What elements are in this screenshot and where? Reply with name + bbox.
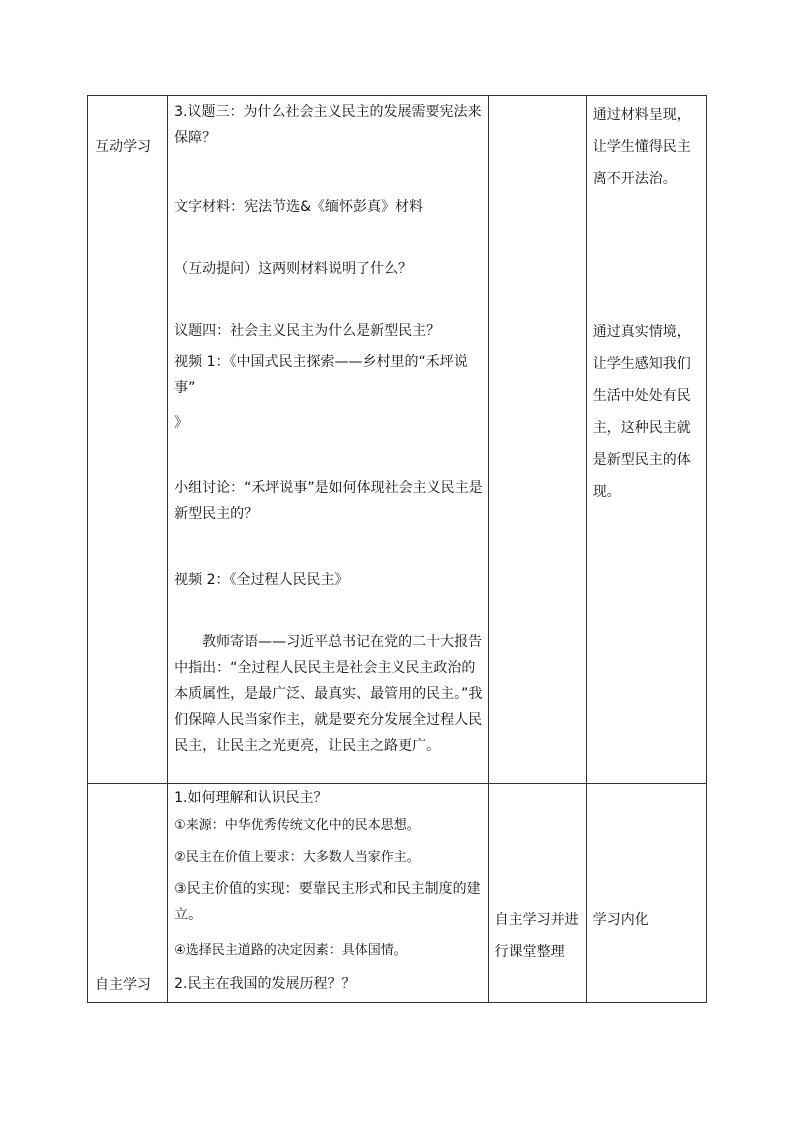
point-source: ①来源：中华优秀传统文化中的民本思想。 bbox=[174, 817, 420, 833]
design-intent-cell bbox=[586, 96, 706, 784]
video-one-close: 》 bbox=[174, 415, 189, 431]
table-row bbox=[88, 96, 707, 784]
stage-cell bbox=[88, 96, 168, 784]
stage-label: 互动学习 bbox=[95, 139, 151, 155]
intent-one: 通过材料呈现，让学生懂得民主离不开法治。 bbox=[592, 107, 691, 187]
video-two: 视频 2：《全过程人民民主》 bbox=[174, 572, 349, 588]
point-realization: ③民主价值的实现：要靠民主形式和民主制度的建立。 bbox=[174, 880, 481, 923]
topic-three: 3.议题三：为什么社会主义民主的发展需要宪法来保障？ bbox=[174, 104, 482, 146]
design-intent-cell bbox=[586, 783, 706, 1002]
student-activity-cell bbox=[488, 96, 586, 784]
interactive-question: （互动提问）这两则材料说明了什么？ bbox=[174, 261, 413, 277]
text-material: 文字材料：宪法节选&《缅怀彭真》材料 bbox=[174, 199, 424, 215]
stage-label: 自主学习 bbox=[95, 976, 151, 993]
intent-two: 通过真实情境，让学生感知我们生活中处处有民主，这种民主就是新型民主的体现。 bbox=[592, 324, 691, 500]
point-decisive-factor: ④选择民主道路的决定因素：具体国情。 bbox=[174, 942, 407, 958]
teacher-message: 教师寄语——习近平总书记在党的二十大报告中指出：“全过程人民民主是社会主义民主政治的本质属性，是最广泛、最真实、最管用的民主。”我们保障人民当家作主，就是要充分发展全过程人民民主，让民主之光更亮，让民主之路更广。 bbox=[174, 634, 483, 754]
video-one: 视频 1：《中国式民主探索——乡村里的“禾坪说事” bbox=[174, 354, 468, 396]
topic-four: 议题四：社会主义民主为什么是新型民主？ bbox=[174, 323, 441, 339]
question-one: 1.如何理解和认识民主？ bbox=[174, 789, 328, 806]
content-cell bbox=[168, 783, 489, 1002]
stage-cell bbox=[88, 783, 168, 1002]
lesson-table bbox=[87, 95, 707, 1003]
question-two: 2.民主在我国的发展历程？？ bbox=[174, 975, 356, 992]
student-activity: 自主学习并进行课堂整理 bbox=[494, 911, 579, 960]
point-value: ②民主在价值上要求：大多数人当家作主。 bbox=[174, 849, 420, 865]
intent-internalize: 学习内化 bbox=[592, 911, 649, 928]
group-discussion: 小组讨论：“禾坪说事”是如何体现社会主义民主是新型民主的？ bbox=[174, 480, 483, 522]
content-cell bbox=[168, 96, 489, 784]
student-activity-cell bbox=[488, 783, 586, 1002]
table-row bbox=[88, 783, 707, 1002]
